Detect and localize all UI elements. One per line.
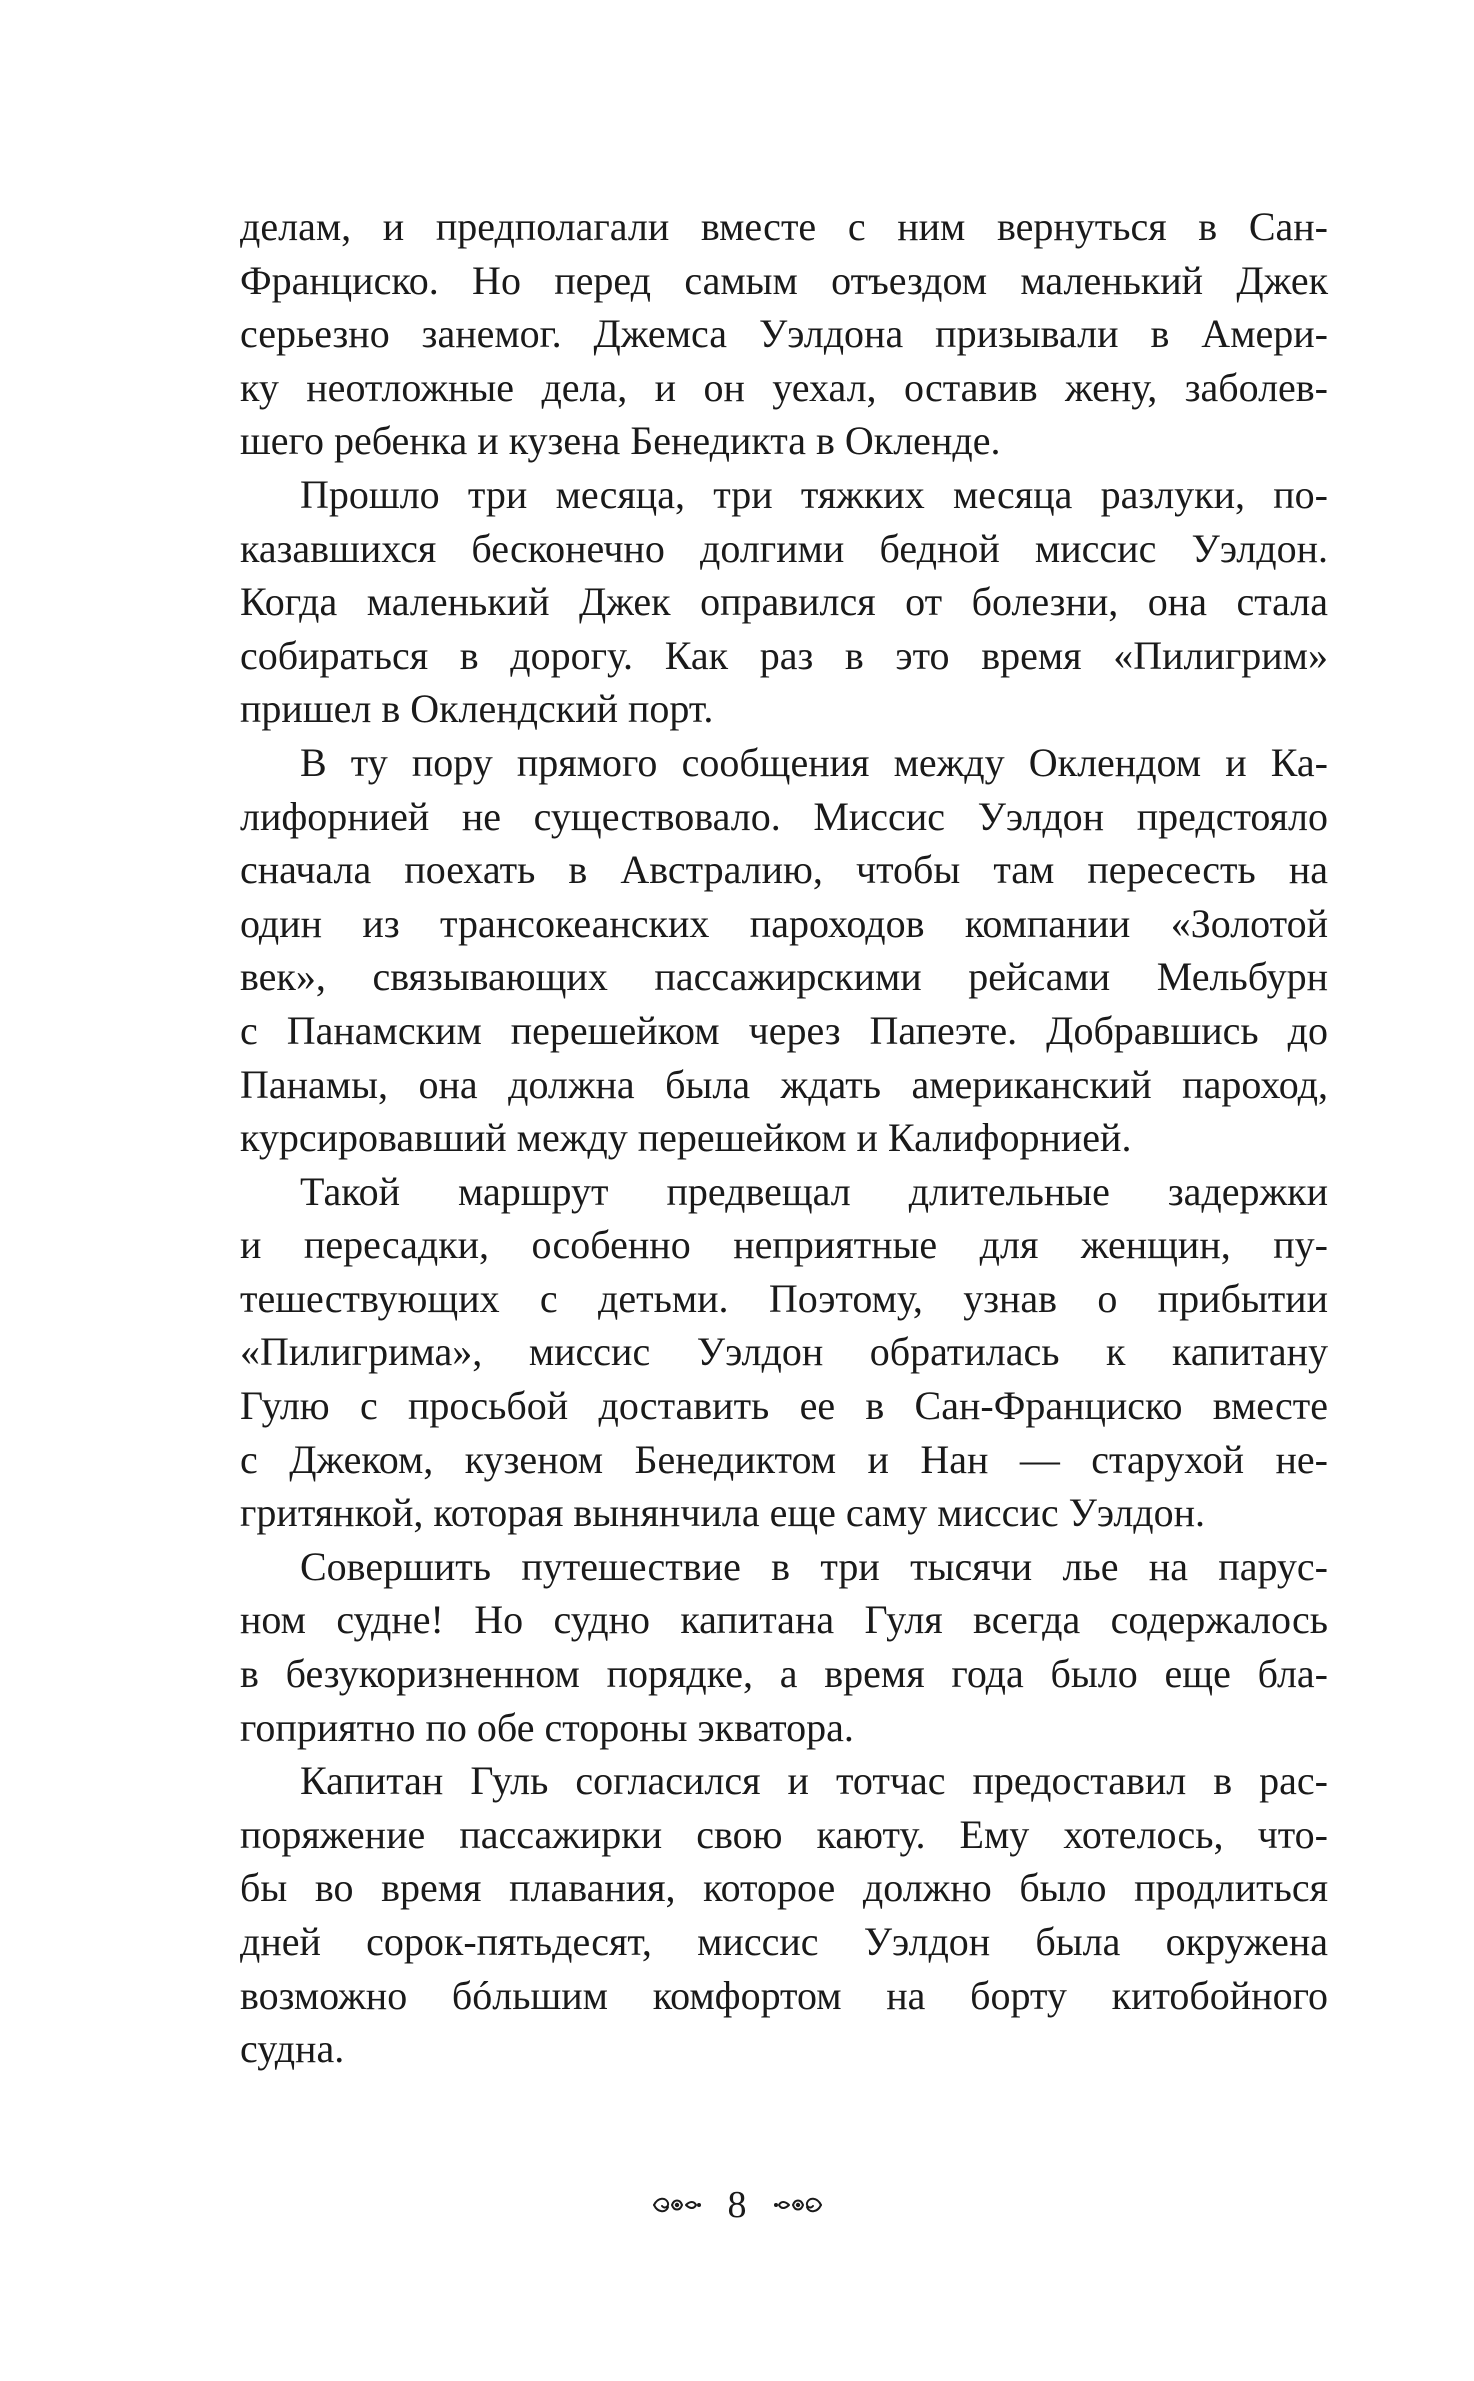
text-line: ном судне! Но судно капитана Гуля всегда содержалось [240, 1597, 1328, 1643]
text-line: Панамы, она должна была ждать американский пароход, [240, 1061, 1328, 1107]
text-line: Прошло три месяца, три тяжких месяца разлуки, по- [300, 471, 1328, 517]
text-line: серьезно занемог. Джемса Уэлдона призывали в Амери- [240, 311, 1328, 357]
text-line: гоприятно по обе стороны экватора. [240, 1704, 854, 1750]
text-line: Капитан Гуль согласился и тотчас предоставил в рас- [300, 1758, 1328, 1804]
text-line: Такой маршрут предвещал длительные задержки [300, 1168, 1328, 1214]
text-line: шего ребенка и кузена Бенедикта в Окленде. [240, 418, 1001, 464]
text-line: лифорнией не существовало. Миссис Уэлдон предстояло [240, 793, 1328, 839]
text-line: сначала поехать в Австралию, чтобы там пересесть на [240, 847, 1328, 893]
text-line: с Джеком, кузеном Бенедиктом и Нан — старухой не- [240, 1436, 1328, 1482]
paragraph [240, 200, 1328, 468]
text-line: возможно бóльшим комфортом на борту китобойного [240, 1972, 1328, 2018]
page-number: 8 [727, 2184, 747, 2226]
text-line: гритянкой, которая вынянчила еще саму миссис Уэлдон. [240, 1490, 1206, 1536]
paragraph [240, 736, 1328, 1165]
text-line: Когда маленький Джек оправился от болезни, она стала [240, 579, 1328, 625]
text-line: курсировавший между перешейком и Калифорнией. [240, 1115, 1132, 1161]
body-text [240, 200, 1328, 2076]
text-line: бы во время плавания, которое должно было продлиться [240, 1865, 1328, 1911]
text-line: с Панамским перешейком через Папеэте. Добравшись до [240, 1007, 1328, 1053]
text-line: поряжение пассажирки свою каюту. Ему хотелось, что- [240, 1811, 1328, 1857]
text-line: ку неотложные дела, и он уехал, оставив жену, заболев- [240, 364, 1328, 410]
text-line: «Пилигрима», миссис Уэлдон обратилась к капитану [240, 1329, 1328, 1375]
paragraph [240, 1540, 1328, 1754]
text-line: Франциско. Но перед самым отъездом маленький Джек [240, 257, 1328, 303]
page-footer [0, 2185, 1474, 2225]
right-ornament-icon [773, 2191, 825, 2219]
text-line: дней сорок-пятьдесят, миссис Уэлдон была окружена [240, 1919, 1328, 1964]
paragraph [240, 1754, 1328, 2076]
text-line: тешествующих с детьми. Поэтому, узнав о прибытии [240, 1275, 1328, 1321]
paragraph [240, 468, 1328, 736]
left-ornament-icon [650, 2191, 702, 2219]
text-line: один из трансокеанских пароходов компании «Золотой [240, 900, 1328, 946]
text-line: Гулю с просьбой доставить ее в Сан-Франциско вместе [240, 1383, 1328, 1429]
text-line: В ту пору прямого сообщения между Оклендом и Ка- [300, 739, 1328, 785]
text-line: век», связывающих пассажирскими рейсами Мельбурн [240, 954, 1328, 1000]
paragraph [240, 1165, 1328, 1540]
text-line: казавшихся бесконечно долгими бедной миссис Уэлдон. [240, 525, 1328, 571]
text-line: и пересадки, особенно неприятные для женщин, пу- [240, 1222, 1328, 1268]
text-line: пришел в Оклендский порт. [240, 686, 714, 732]
text-line: делам, и предполагали вместе с ним вернуться в Сан- [240, 204, 1328, 249]
text-line: в безукоризненном порядке, а время года было еще бла- [240, 1651, 1328, 1697]
text-line: судна. [240, 2026, 345, 2072]
text-line: собираться в дорогу. Как раз в это время «Пилигрим» [240, 632, 1328, 678]
text-line: Совершить путешествие в три тысячи лье на парус- [300, 1543, 1328, 1589]
